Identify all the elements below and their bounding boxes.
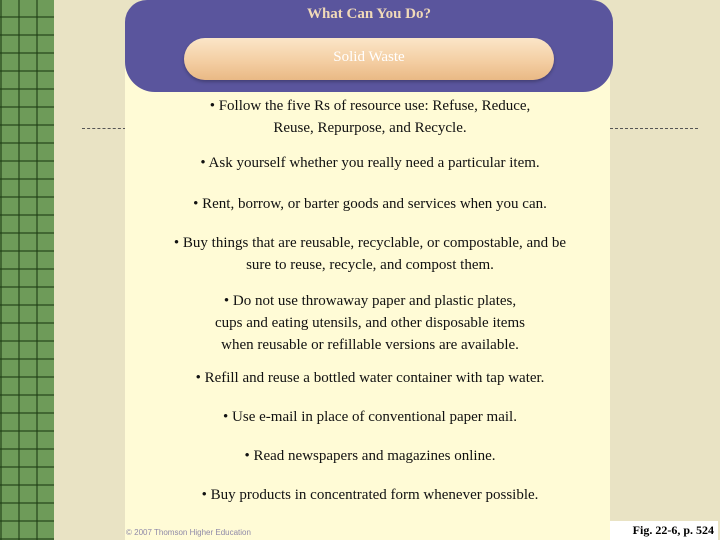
- bullet-line: Reuse, Repurpose, and Recycle.: [273, 120, 467, 136]
- bullet-line: when reusable or refillable versions are available.: [221, 337, 519, 353]
- bullet-five-rs: [130, 95, 610, 139]
- bullet-need-item: [130, 152, 610, 174]
- bullet-line: • Buy things that are reusable, recyclable, or compostable, and be: [173, 235, 567, 251]
- figure-reference: Fig. 22-6, p. 524: [610, 521, 718, 540]
- copyright-text: © 2007 Thomson Higher Education: [126, 528, 251, 537]
- bullet-line: • Rent, borrow, or barter goods and services when you can.: [193, 196, 547, 212]
- bullet-concentrated: [130, 484, 610, 506]
- bullet-line: • Refill and reuse a bottled water container with tap water.: [195, 370, 545, 386]
- right-dashed-rule: [610, 128, 698, 129]
- bullet-line: • Follow the five Rs of resource use: Refuse, Reduce,: [209, 98, 531, 114]
- bullet-line: • Use e-mail in place of conventional paper mail.: [223, 409, 517, 425]
- left-dashed-rule: [82, 128, 126, 129]
- bullet-reusable: [130, 232, 610, 276]
- bullet-online-news: [130, 445, 610, 467]
- bullet-line: cups and eating utensils, and other disposable items: [215, 315, 525, 331]
- bullet-line: sure to reuse, recycle, and compost them.: [246, 257, 494, 273]
- page-title: What Can You Do?: [306, 6, 432, 22]
- bullet-rent-borrow: [130, 193, 610, 215]
- bullet-line: • Ask yourself whether you really need a particular item.: [200, 155, 540, 171]
- bullet-line: • Do not use throwaway paper and plastic plates,: [223, 293, 517, 309]
- bullet-email: [130, 406, 610, 428]
- bullet-line: • Read newspapers and magazines online.: [244, 448, 496, 464]
- bullet-throwaway: [130, 290, 610, 356]
- section-subtitle: Solid Waste: [333, 49, 405, 65]
- bullet-refill-water: [130, 367, 610, 389]
- decorative-grid-strip: [0, 0, 54, 540]
- bullet-line: • Buy products in concentrated form whenever possible.: [201, 487, 539, 503]
